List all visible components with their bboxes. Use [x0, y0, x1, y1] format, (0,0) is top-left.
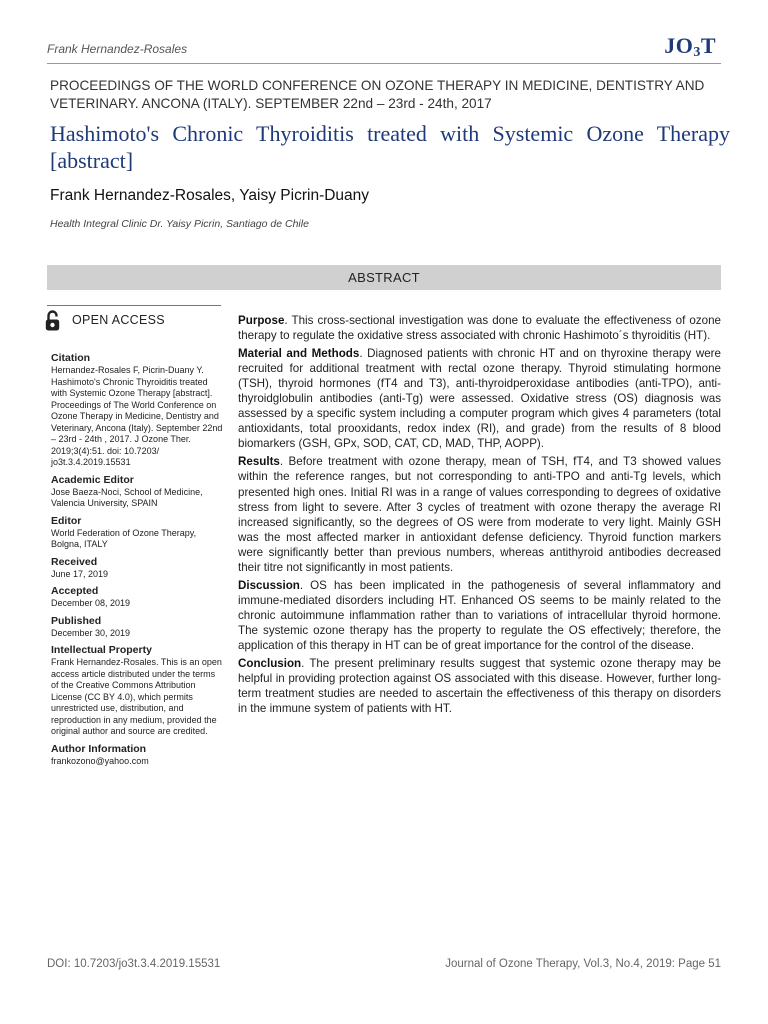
intellectual-property-body: Frank Hernandez-Rosales. This is an open access article distributed under the terms of the Creative Commons Attribution License (CC BY 4.0), which permits unrestricted use, distribution, and reproduction in any medium, provided the original author and source are credited. [51, 657, 222, 736]
accepted-date: December 08, 2019 [51, 598, 131, 608]
abstract-body [238, 313, 721, 719]
results-text: . Before treatment with ozone therapy, mean of TSH, fT4, and T3 showed values within the reference ranges, but not corresponding to anti-TPO and anti-Tg levels, which presented high ones. Initial RI was in a range of values corresponding to degrees of oxidative stress from light to severe. After 3 cycles of treatment with ozone therapy the average RI increased significantly, so the degrees of OS were from moderate to very light. Mainly GSH was the most affected marker in antioxidant defense deficiency. Thyroid function markers were significantly better than previous numbers, whereas antithyroid antibodies decreased their titre not significantly in most patients. [238, 455, 721, 574]
editor-body: World Federation of Ozone Therapy, Bolgna, ITALY [51, 527, 197, 549]
logo-sub: 3 [693, 45, 701, 60]
accepted-heading: Accepted [51, 585, 99, 597]
received-heading: Received [51, 555, 98, 568]
abstract-heading: ABSTRACT [47, 265, 721, 290]
purpose-label: Purpose [238, 314, 285, 327]
article-authors: Frank Hernandez-Rosales, Yaisy Picrin-Duany [50, 187, 370, 204]
open-lock-icon [45, 310, 60, 331]
proceedings-line: PROCEEDINGS OF THE WORLD CONFERENCE ON OZONE THERAPY IN MEDICINE, DENTISTRY AND VETERINARY. ANCONA (ITALY). SEPTEMBER 22nd – 23rd - 24th, 2017 [50, 78, 705, 111]
results-label: Results [238, 455, 280, 469]
citation-heading: Citation [51, 352, 91, 364]
published-date: December 30, 2019 [51, 627, 131, 638]
discussion-label: Discussion [238, 578, 300, 592]
sidebar-divider [47, 305, 221, 306]
conclusion-text: . The present preliminary results suggest that systemic ozone therapy may be helpful in providing protection against OS associated with this disease. However, further long-term treatment studies are needed to ascertain the effectiveness of this therapy on disorders in the immune system of patients with HT. [238, 657, 721, 716]
article-info-sidebar [51, 352, 223, 767]
author-email[interactable]: frankozono@yahoo.com [51, 755, 149, 766]
logo-prefix: JO [664, 33, 694, 58]
article-title: Hashimoto's Chronic Thyroiditis treated with Systemic Ozone Therapy [abstract] [50, 121, 730, 173]
purpose-text: . This cross-sectional investigation was done to evaluate the effectiveness of ozone therapy to regulate the oxidative stress associated with chronic Hashimoto´s thyroiditis (HT). [238, 314, 721, 343]
footer-journal-info: Journal of Ozone Therapy, Vol.3, No.4, 2019: Page 51 [445, 958, 721, 970]
conclusion-paragraph [238, 656, 721, 716]
header-divider [47, 63, 721, 64]
article-affiliation: Health Integral Clinic Dr. Yaisy Picrin, Santiago de Chile [50, 218, 309, 230]
published-heading: Published [51, 614, 102, 627]
conclusion-label: Conclusion [238, 657, 302, 671]
editor-heading: Editor [51, 514, 82, 527]
page-header [0, 0, 768, 72]
footer-doi[interactable]: DOI: 10.7203/jo3t.3.4.2019.15531 [47, 958, 221, 970]
citation-body: Hernandez-Rosales F, Picrin-Duany Y. Hashimoto's Chronic Thyroiditis treated with Systemic Ozone Therapy [abstract]. Proceedings of The World Conference on Ozone Therapy in Medicine, Dentistry and Veterinary, Ancona (Italy). September 22nd – 23rd - 24th , 2017. J Ozone Ther. 2019;3(4):51. doi: 10.7203/ jo3t.3.4.2019.15531 [51, 365, 223, 467]
intellectual-property-heading: Intellectual Property [51, 644, 152, 656]
purpose-paragraph [238, 313, 721, 343]
discussion-text: . OS has been implicated in the pathogenesis of several inflammatory and immune-mediated disorders including HT. Enhanced OS seems to be mainly related to the chronic autoimmune inflammation rather than to variations of intracellular thyroid hormone. The systemic ozone therapy has the property to regulate the OS effectively; therefore, the application of this therapy in HT can be of great importance for the control of the disease. [238, 578, 721, 652]
running-author: Frank Hernandez-Rosales [47, 42, 188, 56]
academic-editor-body: Jose Baeza-Noci, School of Medicine, Valencia University, SPAIN [51, 486, 203, 508]
methods-text: . Diagnosed patients with chronic HT and on thyroxine therapy were recruited for additional treatment with rectal ozone therapy. Thyroid stimulating hormone (TSH), thyroid hormones (fT4 and T3), anti-thyroidperoxidase antibodies (anti-TPO), anti-thyroidglobulin antibodies (anti-Tg) were assessed. Oxidative stress (OS) diagnosis was assessed by a specific system including a computer program which gives 4 parameters (total antioxidants, total prooxidants, redox index (RI), and grade) from the results of 8 blood biomarkers (GSH, GPx, SOD, CAT, CD, MAD, THP, AOPP). [238, 347, 721, 451]
results-paragraph [238, 454, 721, 574]
academic-editor-heading: Academic Editor [51, 473, 134, 486]
discussion-paragraph [238, 578, 721, 653]
methods-label: Material and Methods [238, 347, 360, 361]
open-access-label: OPEN ACCESS [72, 313, 165, 327]
open-access-badge [45, 308, 165, 332]
logo-suffix: T [700, 33, 716, 58]
received-date: June 17, 2019 [51, 568, 109, 579]
journal-logo [664, 33, 716, 61]
author-information-heading: Author Information [51, 742, 147, 755]
methods-paragraph [238, 346, 721, 451]
